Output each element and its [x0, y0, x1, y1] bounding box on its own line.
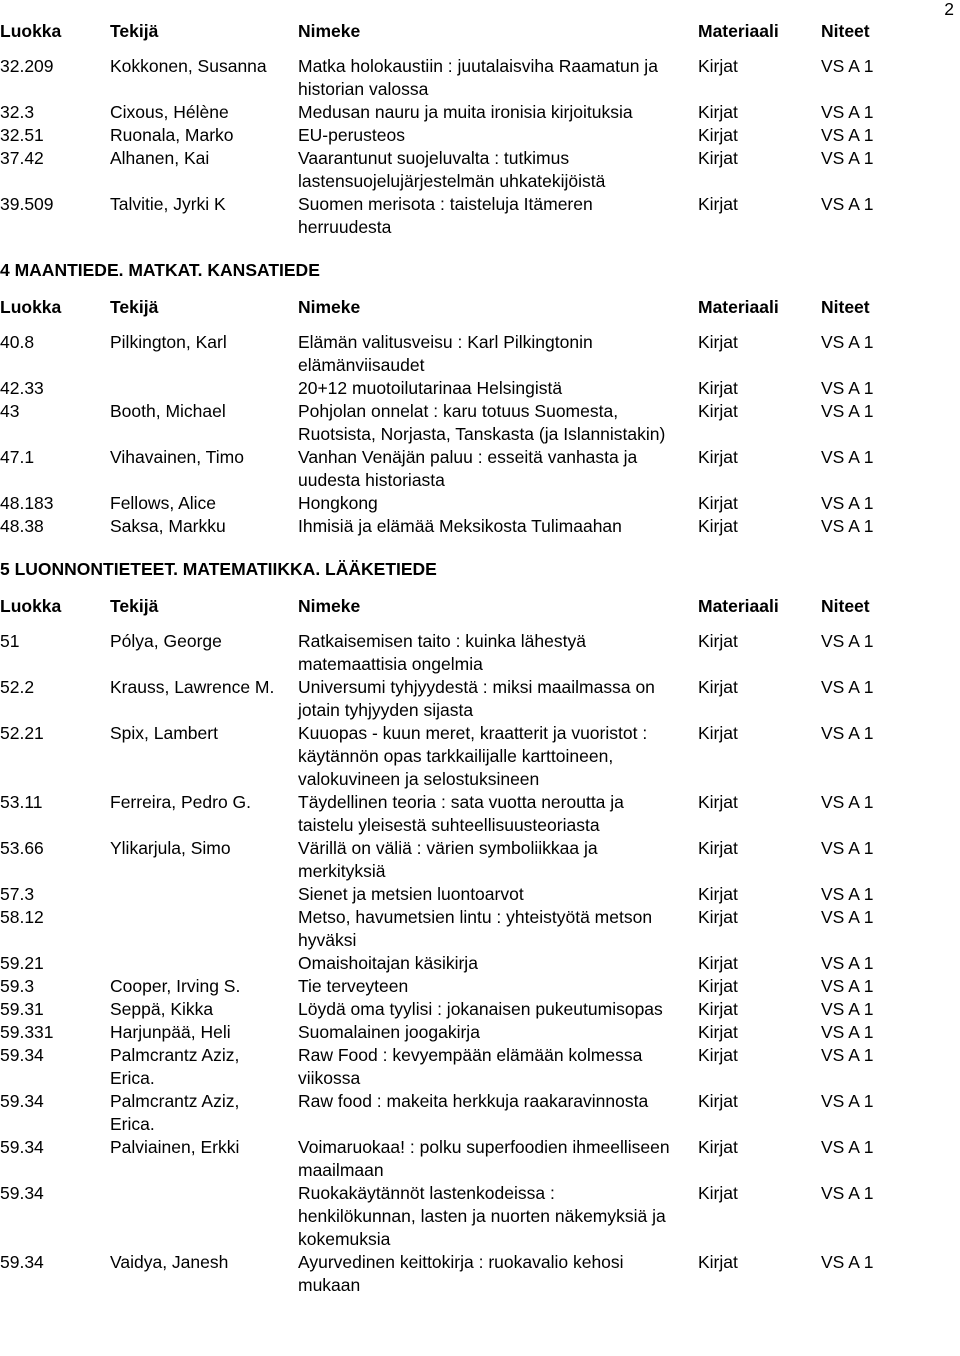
- title-text: [298, 1182, 696, 1251]
- copies-location: VS A 1: [821, 884, 874, 904]
- title-line: herruudesta: [298, 217, 392, 237]
- author-name: [110, 1136, 298, 1159]
- title-line: Raw Food : kevyempään elämään kolmessa: [298, 1045, 643, 1065]
- author-name: [110, 630, 298, 653]
- column-header-class: Luokka: [0, 596, 62, 616]
- catalog-row: [0, 331, 960, 377]
- catalog-row: [0, 193, 960, 239]
- author-line: Ferreira, Pedro G.: [110, 792, 252, 812]
- title-line: Universumi tyhjyydestä : miksi maailmassa on: [298, 677, 655, 697]
- author-line: Talvitie, Jyrki K: [110, 194, 226, 214]
- title-line: Vanhan Venäjän paluu : esseitä vanhasta ja: [298, 447, 638, 467]
- title-text: [298, 492, 696, 515]
- title-line: käytännön opas tarkkailijalle karttoineen,: [298, 746, 614, 766]
- class-code: 39.509: [0, 194, 54, 214]
- title-line: Ruokakäytännöt lastenkodeissa :: [298, 1183, 555, 1203]
- catalog-section: [0, 558, 960, 1297]
- catalog-listing: [0, 20, 960, 1297]
- title-text: [298, 446, 696, 492]
- author-name: [110, 998, 298, 1021]
- author-line: Palmcrantz Aziz,: [110, 1091, 240, 1111]
- section-title: 4 MAANTIEDE. MATKAT. KANSATIEDE: [0, 260, 320, 280]
- title-line: valokuvineen ja selostuksineen: [298, 769, 540, 789]
- author-line: Cooper, Irving S.: [110, 976, 241, 996]
- catalog-row: [0, 722, 960, 791]
- catalog-row: [0, 676, 960, 722]
- title-line: Sienet ja metsien luontoarvot: [298, 884, 524, 904]
- author-name: [110, 1021, 298, 1044]
- title-text: [298, 1251, 696, 1297]
- author-name: [110, 331, 298, 354]
- column-header-title: Nimeke: [298, 596, 361, 616]
- copies-location: VS A 1: [821, 1022, 874, 1042]
- title-text: [298, 1136, 696, 1182]
- author-line: Vihavainen, Timo: [110, 447, 244, 467]
- material-type: Kirjat: [698, 378, 738, 398]
- title-text: [298, 952, 696, 975]
- title-line: Vaarantunut suojeluvalta : tutkimus: [298, 148, 570, 168]
- class-code: 59.3: [0, 976, 35, 996]
- material-type: Kirjat: [698, 999, 738, 1019]
- title-line: jotain tyhjyyden sijasta: [298, 700, 474, 720]
- author-name: [110, 446, 298, 469]
- class-code: 59.21: [0, 953, 44, 973]
- title-text: [298, 400, 696, 446]
- class-code: 59.34: [0, 1091, 44, 1111]
- material-type: Kirjat: [698, 493, 738, 513]
- title-line: elämänviisaudet: [298, 355, 425, 375]
- author-name: [110, 722, 298, 745]
- author-name: [110, 975, 298, 998]
- copies-location: VS A 1: [821, 677, 874, 697]
- copies-location: VS A 1: [821, 1183, 874, 1203]
- author-line: Erica.: [110, 1068, 155, 1088]
- column-header-author: Tekijä: [110, 21, 159, 41]
- catalog-row: [0, 975, 960, 998]
- copies-location: VS A 1: [821, 976, 874, 996]
- title-line: henkilökunnan, lasten ja nuorten näkemyksiä ja: [298, 1206, 666, 1226]
- copies-location: VS A 1: [821, 378, 874, 398]
- author-line: Fellows, Alice: [110, 493, 217, 513]
- title-text: [298, 193, 696, 239]
- class-code: 43: [0, 401, 20, 421]
- author-line: Booth, Michael: [110, 401, 226, 421]
- section-title: 5 LUONNONTIETEET. MATEMATIIKKA. LÄÄKETIEDE: [0, 559, 437, 579]
- author-line: Saksa, Markku: [110, 516, 226, 536]
- title-text: [298, 124, 696, 147]
- title-text: [298, 906, 696, 952]
- class-code: 48.38: [0, 516, 44, 536]
- catalog-row: [0, 124, 960, 147]
- material-type: Kirjat: [698, 1022, 738, 1042]
- title-line: Tie terveyteen: [298, 976, 409, 996]
- title-line: Omaishoitajan käsikirja: [298, 953, 478, 973]
- title-line: Elämän valitusveisu : Karl Pilkingtonin: [298, 332, 593, 352]
- catalog-row: [0, 492, 960, 515]
- material-type: Kirjat: [698, 401, 738, 421]
- title-text: [298, 1090, 696, 1113]
- title-line: Suomen merisota : taisteluja Itämeren: [298, 194, 593, 214]
- column-header-class: Luokka: [0, 297, 62, 317]
- title-line: maailmaan: [298, 1160, 384, 1180]
- copies-location: VS A 1: [821, 125, 874, 145]
- title-line: Medusan nauru ja muita ironisia kirjoituksia: [298, 102, 633, 122]
- catalog-row: [0, 55, 960, 101]
- column-header-copies: Niteet: [821, 21, 870, 41]
- material-type: Kirjat: [698, 332, 738, 352]
- title-line: Ruotsista, Norjasta, Tanskasta (ja Islannistakin): [298, 424, 666, 444]
- catalog-row: [0, 1182, 960, 1251]
- catalog-row: [0, 377, 960, 400]
- author-line: Palviainen, Erkki: [110, 1137, 240, 1157]
- title-line: Pohjolan onnelat : karu totuus Suomesta,: [298, 401, 619, 421]
- author-name: [110, 124, 298, 147]
- class-code: 59.34: [0, 1137, 44, 1157]
- catalog-row: [0, 791, 960, 837]
- author-line: Kokkonen, Susanna: [110, 56, 267, 76]
- title-text: [298, 722, 696, 791]
- material-type: Kirjat: [698, 447, 738, 467]
- class-code: 51: [0, 631, 20, 651]
- title-line: EU-perusteos: [298, 125, 405, 145]
- author-name: [110, 1090, 298, 1136]
- class-code: 59.34: [0, 1252, 44, 1272]
- catalog-row: [0, 1136, 960, 1182]
- title-line: merkityksiä: [298, 861, 386, 881]
- column-header-row: [0, 595, 960, 618]
- column-header-row: [0, 296, 960, 319]
- title-line: historian valossa: [298, 79, 429, 99]
- column-header-copies: Niteet: [821, 596, 870, 616]
- title-text: [298, 975, 696, 998]
- column-header-title: Nimeke: [298, 21, 361, 41]
- class-code: 58.12: [0, 907, 44, 927]
- title-text: [298, 377, 696, 400]
- column-header-author: Tekijä: [110, 297, 159, 317]
- catalog-row: [0, 1251, 960, 1297]
- class-code: 42.33: [0, 378, 44, 398]
- copies-location: VS A 1: [821, 838, 874, 858]
- catalog-row: [0, 515, 960, 538]
- catalog-row: [0, 837, 960, 883]
- catalog-row: [0, 630, 960, 676]
- column-header-material: Materiaali: [698, 21, 779, 41]
- author-line: Alhanen, Kai: [110, 148, 210, 168]
- title-line: kokemuksia: [298, 1229, 391, 1249]
- title-line: lastensuojelujärjestelmän uhkatekijöistä: [298, 171, 606, 191]
- title-text: [298, 1044, 696, 1090]
- title-line: Kuuopas - kuun meret, kraatterit ja vuoristot :: [298, 723, 648, 743]
- title-line: viikossa: [298, 1068, 361, 1088]
- column-header-material: Materiaali: [698, 596, 779, 616]
- title-line: Ayurvedinen keittokirja : ruokavalio kehosi: [298, 1252, 624, 1272]
- page-number: 2: [944, 0, 954, 19]
- material-type: Kirjat: [698, 148, 738, 168]
- title-text: [298, 837, 696, 883]
- copies-location: VS A 1: [821, 516, 874, 536]
- title-line: 20+12 muotoilutarinaa Helsingistä: [298, 378, 563, 398]
- material-type: Kirjat: [698, 677, 738, 697]
- column-header-title: Nimeke: [298, 297, 361, 317]
- title-text: [298, 331, 696, 377]
- author-line: Palmcrantz Aziz,: [110, 1045, 240, 1065]
- class-code: 32.51: [0, 125, 44, 145]
- author-line: Ruonala, Marko: [110, 125, 234, 145]
- class-code: 47.1: [0, 447, 35, 467]
- catalog-row: [0, 883, 960, 906]
- material-type: Kirjat: [698, 976, 738, 996]
- catalog-row: [0, 101, 960, 124]
- class-code: 57.3: [0, 884, 35, 904]
- author-line: Pilkington, Karl: [110, 332, 227, 352]
- copies-location: VS A 1: [821, 1252, 874, 1272]
- catalog-row: [0, 998, 960, 1021]
- copies-location: VS A 1: [821, 907, 874, 927]
- title-text: [298, 147, 696, 193]
- material-type: Kirjat: [698, 125, 738, 145]
- copies-location: VS A 1: [821, 102, 874, 122]
- title-text: [298, 515, 696, 538]
- copies-location: VS A 1: [821, 631, 874, 651]
- material-type: Kirjat: [698, 953, 738, 973]
- author-name: [110, 1251, 298, 1274]
- column-header-material: Materiaali: [698, 297, 779, 317]
- catalog-row: [0, 446, 960, 492]
- title-text: [298, 676, 696, 722]
- author-name: [110, 400, 298, 423]
- catalog-row: [0, 1090, 960, 1136]
- class-code: 59.31: [0, 999, 44, 1019]
- material-type: Kirjat: [698, 1183, 738, 1203]
- class-code: 59.34: [0, 1183, 44, 1203]
- author-name: [110, 55, 298, 78]
- title-text: [298, 55, 696, 101]
- catalog-section: [0, 259, 960, 538]
- title-line: Voimaruokaa! : polku superfoodien ihmeelliseen: [298, 1137, 670, 1157]
- copies-location: VS A 1: [821, 493, 874, 513]
- class-code: 52.2: [0, 677, 35, 697]
- material-type: Kirjat: [698, 1091, 738, 1111]
- copies-location: VS A 1: [821, 148, 874, 168]
- title-text: [298, 1021, 696, 1044]
- title-line: Ratkaisemisen taito : kuinka lähestyä: [298, 631, 586, 651]
- class-code: 48.183: [0, 493, 54, 513]
- title-line: Suomalainen joogakirja: [298, 1022, 480, 1042]
- class-code: 53.11: [0, 792, 43, 812]
- author-name: [110, 193, 298, 216]
- title-line: mukaan: [298, 1275, 361, 1295]
- title-line: Raw food : makeita herkkuja raakaravinnosta: [298, 1091, 649, 1111]
- title-line: Värillä on väliä : värien symboliikkaa ja: [298, 838, 598, 858]
- copies-location: VS A 1: [821, 1091, 874, 1111]
- title-line: Matka holokaustiin : juutalaisviha Raamatun ja: [298, 56, 658, 76]
- author-line: Harjunpää, Heli: [110, 1022, 231, 1042]
- author-line: Seppä, Kikka: [110, 999, 214, 1019]
- copies-location: VS A 1: [821, 999, 874, 1019]
- copies-location: VS A 1: [821, 447, 874, 467]
- catalog-row: [0, 147, 960, 193]
- title-text: [298, 998, 696, 1021]
- title-line: taistelu yleisestä suhteellisuusteoriasta: [298, 815, 600, 835]
- material-type: Kirjat: [698, 194, 738, 214]
- column-header-row: [0, 20, 960, 43]
- class-code: 52.21: [0, 723, 44, 743]
- class-code: 32.209: [0, 56, 54, 76]
- column-header-author: Tekijä: [110, 596, 159, 616]
- material-type: Kirjat: [698, 102, 738, 122]
- column-header-class: Luokka: [0, 21, 62, 41]
- title-line: Hongkong: [298, 493, 378, 513]
- material-type: Kirjat: [698, 1252, 738, 1272]
- title-text: [298, 883, 696, 906]
- author-line: Pólya, George: [110, 631, 222, 651]
- copies-location: VS A 1: [821, 1045, 874, 1065]
- author-line: Cixous, Hélène: [110, 102, 229, 122]
- copies-location: VS A 1: [821, 332, 874, 352]
- author-name: [110, 1044, 298, 1090]
- title-line: uudesta historiasta: [298, 470, 445, 490]
- material-type: Kirjat: [698, 723, 738, 743]
- material-type: Kirjat: [698, 884, 738, 904]
- copies-location: VS A 1: [821, 401, 874, 421]
- copies-location: VS A 1: [821, 56, 874, 76]
- material-type: Kirjat: [698, 56, 738, 76]
- author-name: [110, 101, 298, 124]
- class-code: 37.42: [0, 148, 44, 168]
- author-line: Ylikarjula, Simo: [110, 838, 231, 858]
- class-code: 53.66: [0, 838, 44, 858]
- class-code: 40.8: [0, 332, 35, 352]
- column-header-copies: Niteet: [821, 297, 870, 317]
- title-line: matemaattisia ongelmia: [298, 654, 483, 674]
- class-code: 32.3: [0, 102, 35, 122]
- copies-location: VS A 1: [821, 953, 874, 973]
- author-line: Erica.: [110, 1114, 155, 1134]
- catalog-section: [0, 20, 960, 239]
- catalog-row: [0, 1044, 960, 1090]
- author-line: Vaidya, Janesh: [110, 1252, 229, 1272]
- author-name: [110, 515, 298, 538]
- author-name: [110, 676, 298, 699]
- catalog-row: [0, 1021, 960, 1044]
- author-name: [110, 837, 298, 860]
- catalog-row: [0, 952, 960, 975]
- author-line: Krauss, Lawrence M.: [110, 677, 275, 697]
- title-text: [298, 630, 696, 676]
- class-code: 59.34: [0, 1045, 44, 1065]
- class-code: 59.331: [0, 1022, 54, 1042]
- material-type: Kirjat: [698, 1045, 738, 1065]
- title-line: Metso, havumetsien lintu : yhteistyötä metson: [298, 907, 653, 927]
- title-text: [298, 791, 696, 837]
- title-line: Ihmisiä ja elämää Meksikosta Tulimaahan: [298, 516, 622, 536]
- copies-location: VS A 1: [821, 1137, 874, 1157]
- title-line: hyväksi: [298, 930, 357, 950]
- material-type: Kirjat: [698, 792, 738, 812]
- material-type: Kirjat: [698, 516, 738, 536]
- author-name: [110, 492, 298, 515]
- author-name: [110, 147, 298, 170]
- copies-location: VS A 1: [821, 723, 874, 743]
- material-type: Kirjat: [698, 1137, 738, 1157]
- copies-location: VS A 1: [821, 792, 874, 812]
- catalog-row: [0, 906, 960, 952]
- title-line: Täydellinen teoria : sata vuotta neroutta ja: [298, 792, 624, 812]
- copies-location: VS A 1: [821, 194, 874, 214]
- author-line: Spix, Lambert: [110, 723, 218, 743]
- material-type: Kirjat: [698, 907, 738, 927]
- title-text: [298, 101, 696, 124]
- catalog-row: [0, 400, 960, 446]
- author-name: [110, 791, 298, 814]
- material-type: Kirjat: [698, 631, 738, 651]
- material-type: Kirjat: [698, 838, 738, 858]
- title-line: Löydä oma tyylisi : jokanaisen pukeutumisopas: [298, 999, 663, 1019]
